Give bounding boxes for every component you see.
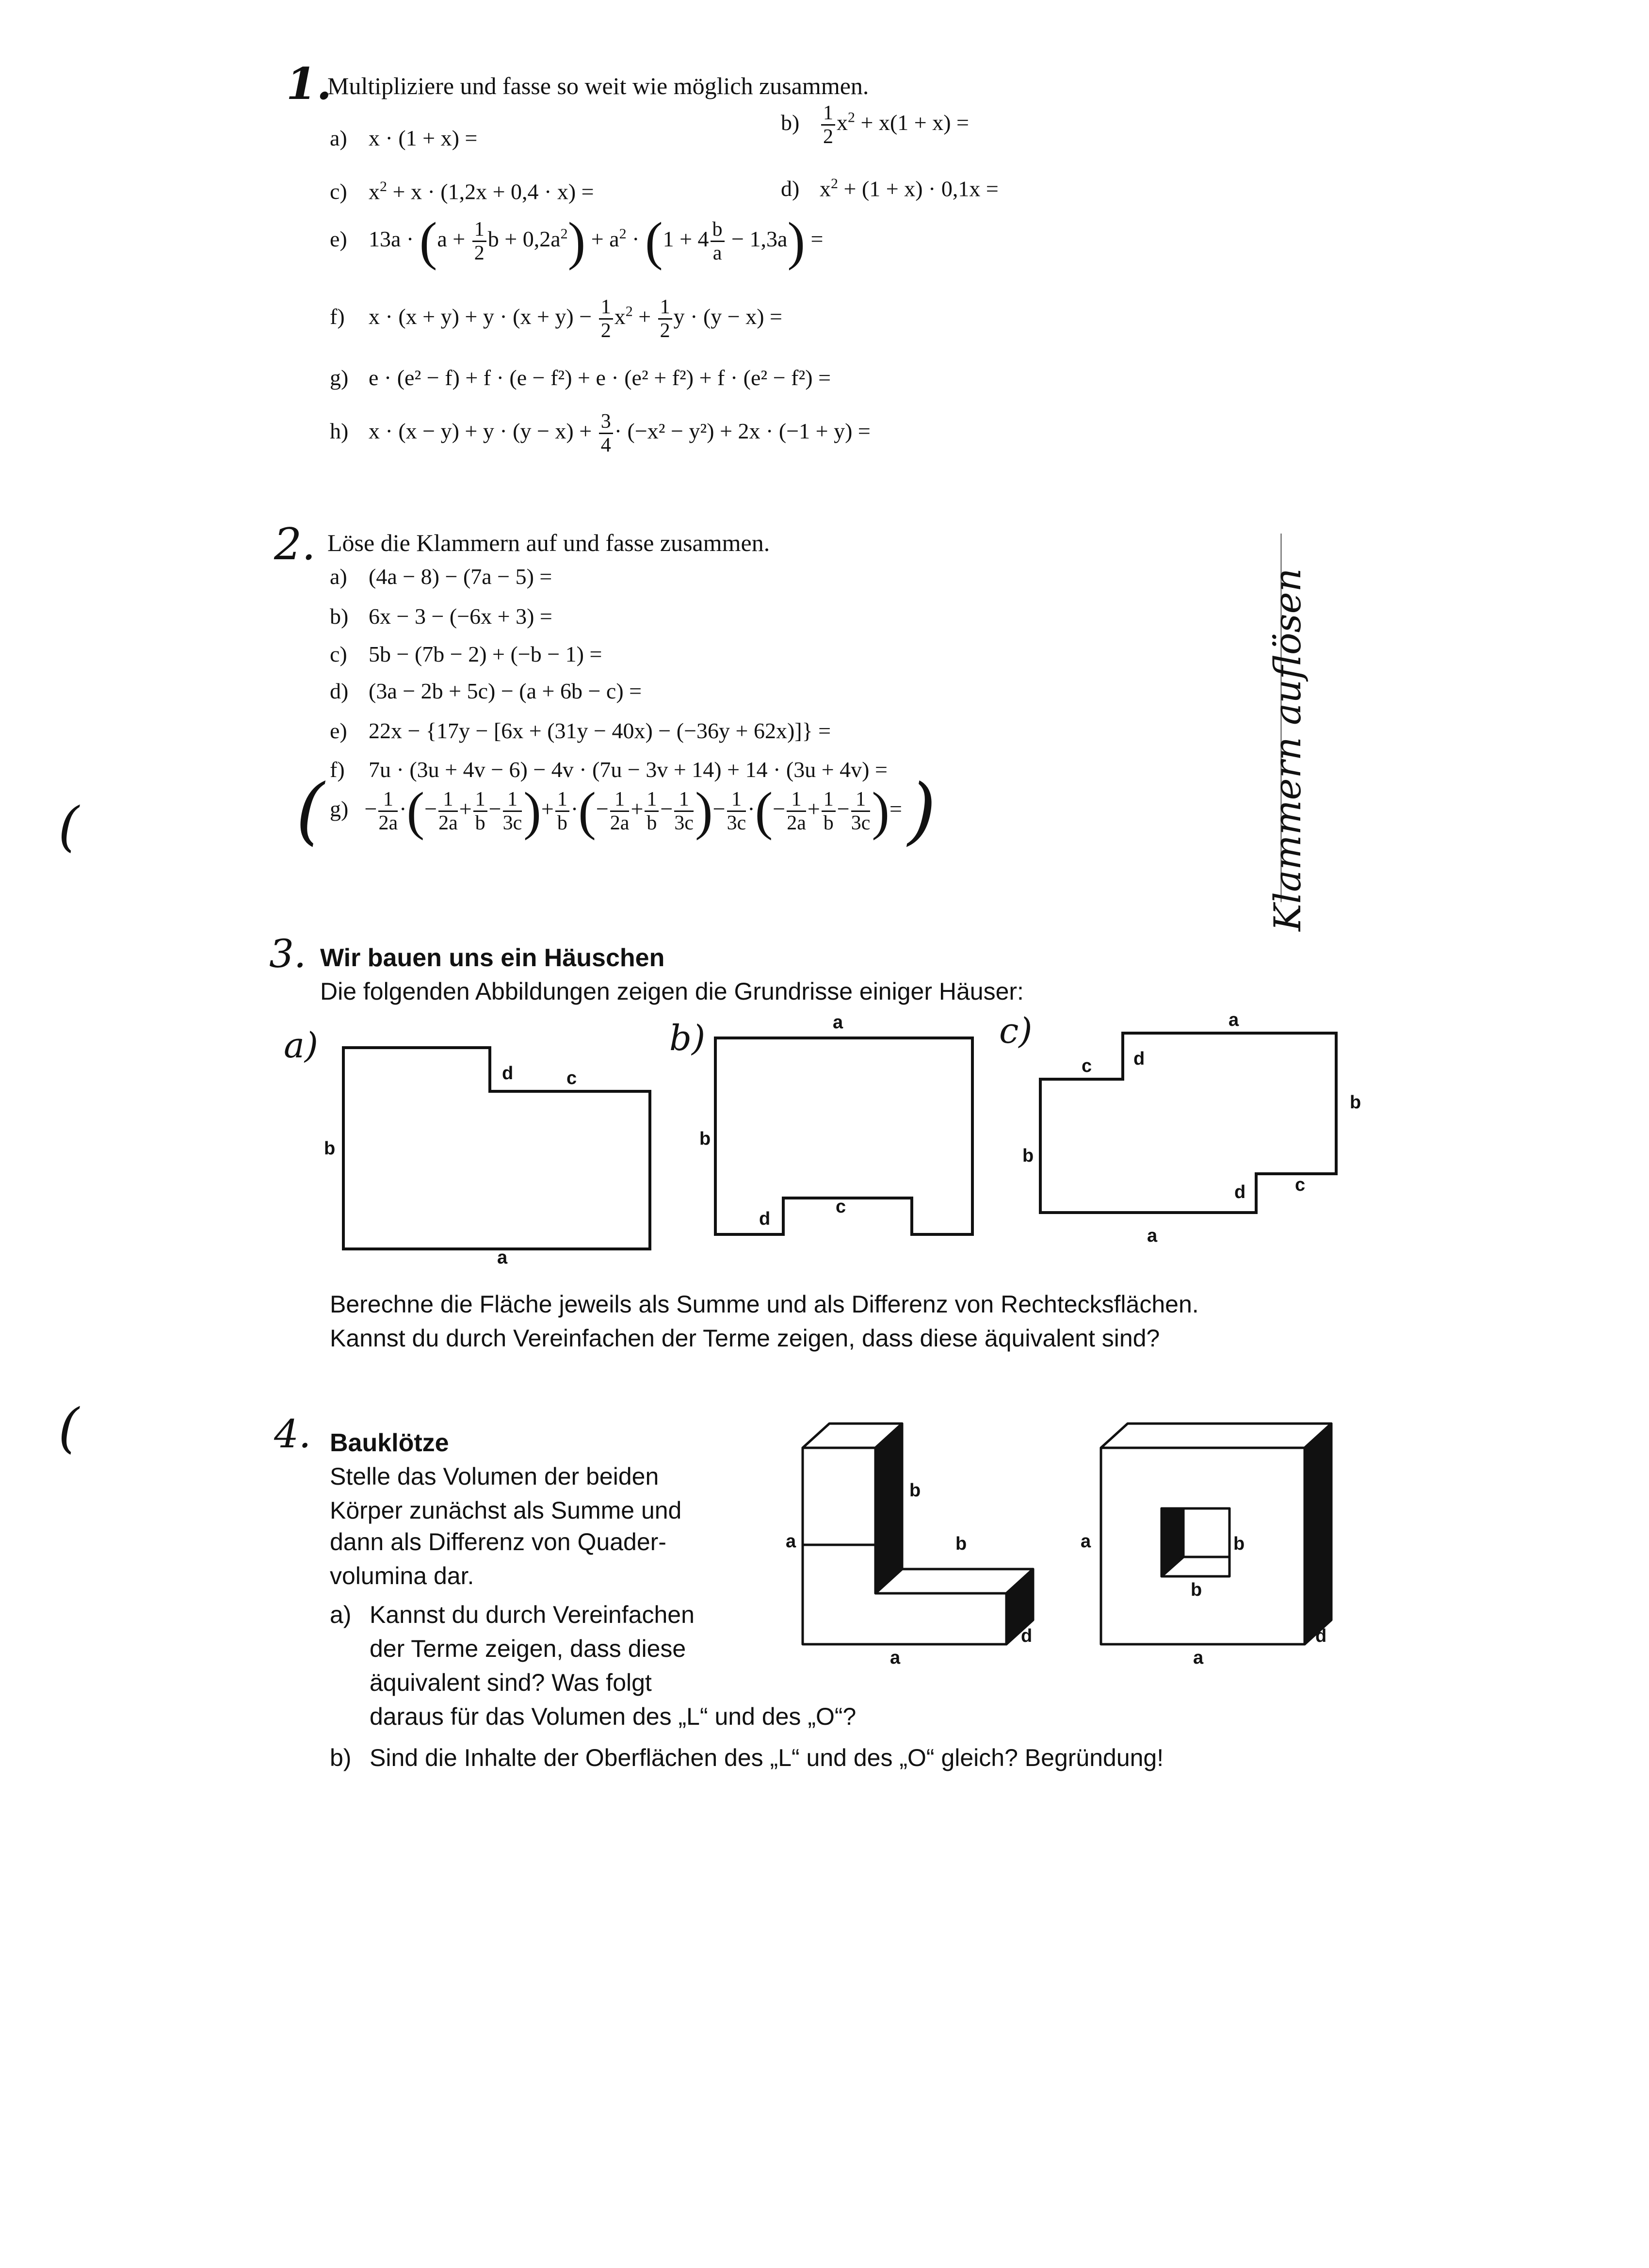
plan-c-label: c) xyxy=(999,1010,1033,1051)
dim-label: b xyxy=(324,1138,336,1159)
term: = xyxy=(805,227,824,252)
dim-label: d xyxy=(1315,1626,1327,1646)
dim-label: d xyxy=(1133,1049,1145,1069)
item-label: g) xyxy=(330,796,349,822)
term: b + 0,2a xyxy=(487,227,561,252)
margin-mark: ( xyxy=(58,795,79,858)
open-paren: ( xyxy=(406,781,425,841)
term: + (1 + x) · 0,1x = xyxy=(838,176,999,201)
item-label: e) xyxy=(330,227,347,252)
item-label: b) xyxy=(781,110,800,135)
task2-title: Löse die Klammern auf und fasse zusammen. xyxy=(327,529,770,556)
task3-intro: Die folgenden Abbildungen zeigen die Grundrisse einiger Häuser: xyxy=(320,978,1024,1005)
task2-item-g: ( g) − $\frac{1}{2a}$ ·(− $\frac{1}{2a}$ + $\frac{1}{b}$ − $\frac{1}{3c}$ )+ $\frac{1}{b}$ ·(− $\frac{1}{2a}$ + $\frac{1}{b}$ − $\frac{1}{3c}$ )− $\frac{1}{3c}$ ·(− $\frac{1}{2a}$ + $\frac{1}{b}$ − $\frac{1}{3c}$ )= ) xyxy=(296,769,937,853)
expression: x · (1 + x) = xyxy=(369,126,478,150)
task4-a-line: äquivalent sind? Was folgt xyxy=(370,1669,652,1696)
dim-label: d xyxy=(759,1209,771,1229)
term: − 1,3a xyxy=(726,227,788,252)
task3-text-2: Kannst du durch Vereinfachen der Terme zeigen, dass diese äquivalent sind? xyxy=(330,1325,1160,1352)
margin-mark: ( xyxy=(58,1397,79,1459)
dim-label: d xyxy=(1021,1626,1033,1646)
close-paren: ) xyxy=(695,781,713,841)
fraction: $\frac{1}{3c}$ xyxy=(674,788,694,834)
handwritten-bracket: ) xyxy=(907,769,937,853)
term: x xyxy=(837,110,848,135)
dim-label: c xyxy=(1295,1175,1306,1195)
item-label: f) xyxy=(330,757,345,782)
fraction: $\frac{1}{2a}$ xyxy=(787,788,806,834)
l-block xyxy=(803,1424,1033,1644)
operator: − xyxy=(364,796,377,822)
dim-label: a xyxy=(833,1012,843,1033)
dim-label: c xyxy=(836,1197,846,1217)
dim-label: d xyxy=(1234,1182,1246,1202)
dim-label: b xyxy=(699,1129,711,1149)
expression: e · (e² − f) + f · (e − f²) + e · (e² + f²) + f · (e² − f²) = xyxy=(369,365,831,390)
task4-a-line: der Terme zeigen, dass diese xyxy=(370,1635,686,1662)
fraction: $\frac{1}{2}$ xyxy=(658,297,672,341)
dim-label: b xyxy=(955,1534,967,1554)
item-label: d) xyxy=(781,176,800,201)
exponent: 2 xyxy=(831,176,838,192)
task3-title: Wir bauen uns ein Häuschen xyxy=(320,944,665,972)
dim-label: b xyxy=(1022,1146,1034,1166)
item-label: b) xyxy=(330,604,349,629)
term: a + xyxy=(437,227,471,252)
task4-line: dann als Differenz von Quader- xyxy=(330,1528,666,1555)
exponent: 2 xyxy=(625,303,633,320)
dim-label: a xyxy=(890,1648,901,1668)
expression: 22x − {17y − [6x + (31y − 40x) − (−36y + 62x)]} = xyxy=(369,718,831,743)
fraction: $\frac{1}{2a}$ xyxy=(378,788,398,834)
task4-a-line: Kannst du durch Vereinfachen xyxy=(370,1601,695,1628)
open-paren: ( xyxy=(755,781,773,841)
task4-line: Körper zunächst als Summe und xyxy=(330,1497,682,1524)
fraction: $\frac{1}{3c}$ xyxy=(727,788,746,834)
task3-text-1: Berechne die Fläche jeweils als Summe und als Differenz von Rechtecksflächen. xyxy=(330,1291,1199,1318)
task4-b-text: Sind die Inhalte der Oberflächen des „L“ und des „O“ gleich? Begründung! xyxy=(370,1744,1164,1771)
item-label: d) xyxy=(330,679,349,703)
dim-label: d xyxy=(502,1063,514,1084)
dim-label: c xyxy=(1082,1056,1092,1076)
expression: 7u · (3u + 4v − 6) − 4v · (7u − 3v + 14) + 14 · (3u + 4v) = xyxy=(369,757,888,782)
task4-line: volumina dar. xyxy=(330,1562,474,1589)
exponent: 2 xyxy=(560,226,568,242)
term: x xyxy=(369,179,380,204)
term: x xyxy=(820,176,831,201)
term: + x(1 + x) = xyxy=(855,110,969,135)
task4-b-label: b) xyxy=(330,1744,352,1771)
item-label: c) xyxy=(330,642,347,666)
dim-label: b xyxy=(1350,1092,1361,1113)
fraction: $\frac{1}{b}$ xyxy=(822,789,836,833)
close-paren: ) xyxy=(872,781,890,841)
dim-label: a xyxy=(1229,1010,1239,1030)
dim-label: a xyxy=(786,1531,796,1552)
fraction: $\frac{1}{2a}$ xyxy=(610,788,630,834)
dim-label: c xyxy=(566,1068,577,1088)
fraction: $\frac{1}{2}$ xyxy=(821,103,835,147)
task4-a-label: a) xyxy=(330,1601,352,1628)
expression: 6x − 3 − (−6x + 3) = xyxy=(369,604,552,629)
term: · (−x² − y²) + 2x · (−1 + y) = xyxy=(614,419,871,444)
fraction: $\frac{1}{2}$ xyxy=(599,297,613,341)
term: y · (y − x) = xyxy=(673,304,782,329)
task4-number: 4. xyxy=(274,1411,311,1457)
fraction: $\frac{1}{b}$ xyxy=(555,789,569,833)
task4-title: Bauklötze xyxy=(330,1429,449,1457)
term: x · (x − y) + y · (y − x) + xyxy=(369,419,598,444)
expression: (4a − 8) − (7a − 5) = xyxy=(369,564,552,589)
expression: 5b − (7b − 2) + (−b − 1) = xyxy=(369,642,602,666)
item-label: c) xyxy=(330,179,347,204)
operator: − xyxy=(712,796,726,822)
fraction: $\frac{1}{b}$ xyxy=(473,789,487,833)
item-label: e) xyxy=(330,718,347,743)
plan-a-label: a) xyxy=(284,1025,319,1066)
dim-label: a xyxy=(1147,1226,1158,1246)
fraction: $\frac{1}{3c}$ xyxy=(502,788,522,834)
close-paren: ) xyxy=(787,211,806,271)
item-label: f) xyxy=(330,304,345,329)
item-label: a) xyxy=(330,564,347,589)
fraction: $\frac{1}{2a}$ xyxy=(438,788,458,834)
term: + xyxy=(632,304,657,329)
dim-label: a xyxy=(1081,1531,1091,1552)
task4-a-line: daraus für das Volumen des „L“ und des „O“? xyxy=(370,1703,857,1730)
term: x · (x + y) + y · (x + y) − xyxy=(369,304,598,329)
item-label: a) xyxy=(330,126,347,150)
term: x xyxy=(614,304,626,329)
term: 13a · xyxy=(369,227,420,252)
fraction: $\frac{1}{3c}$ xyxy=(851,788,871,834)
plan-b-label: b) xyxy=(669,1018,706,1058)
fraction: $\frac{1}{b}$ xyxy=(645,789,659,833)
close-paren: ) xyxy=(567,211,586,271)
expression: (3a − 2b + 5c) − (a + 6b − c) = xyxy=(369,679,642,703)
dim-label: b xyxy=(1233,1534,1245,1554)
term: 1 + 4 xyxy=(663,227,709,252)
side-note: Klammern auflösen xyxy=(1266,568,1309,931)
fraction: $\frac{b}{a}$ xyxy=(711,219,725,263)
term: + x · (1,2x + 0,4 · x) = xyxy=(387,179,594,204)
term: + a xyxy=(585,227,619,252)
exponent: 2 xyxy=(619,226,627,242)
item-label: h) xyxy=(330,419,349,444)
dim-label: b xyxy=(1191,1580,1202,1600)
handwritten-bracket: ( xyxy=(296,769,324,853)
open-paren: ( xyxy=(578,781,596,841)
fraction: $\frac{3}{4}$ xyxy=(599,411,613,455)
exponent: 2 xyxy=(380,178,387,194)
task1-title: Multipliziere und fasse so weit wie möglich zusammen. xyxy=(327,72,869,99)
close-paren: ) xyxy=(523,781,541,841)
open-paren: ( xyxy=(419,211,437,271)
fraction: $\frac{1}{2}$ xyxy=(472,219,486,263)
exponent: 2 xyxy=(848,109,855,126)
task3-number: 3. xyxy=(269,931,307,976)
operator: = xyxy=(889,796,902,822)
open-paren: ( xyxy=(645,211,663,271)
item-label: g) xyxy=(330,365,349,390)
operator: + xyxy=(541,796,554,822)
dim-label: b xyxy=(909,1480,921,1501)
o-block xyxy=(1101,1424,1331,1644)
task1-item-e: e) 13a · (a + $\frac{1}{2}$ $b + 0,2a^2) + a^2 \cdot (1 + 4$ $\frac{b}{a}$ − 1,3a) = xyxy=(330,211,824,271)
dim-label: a xyxy=(1193,1648,1204,1668)
task4-line: Stelle das Volumen der beiden xyxy=(330,1463,659,1490)
dim-label: a xyxy=(497,1247,508,1268)
task2-number: 2. xyxy=(274,519,316,570)
task1-number: 1. xyxy=(286,58,332,110)
